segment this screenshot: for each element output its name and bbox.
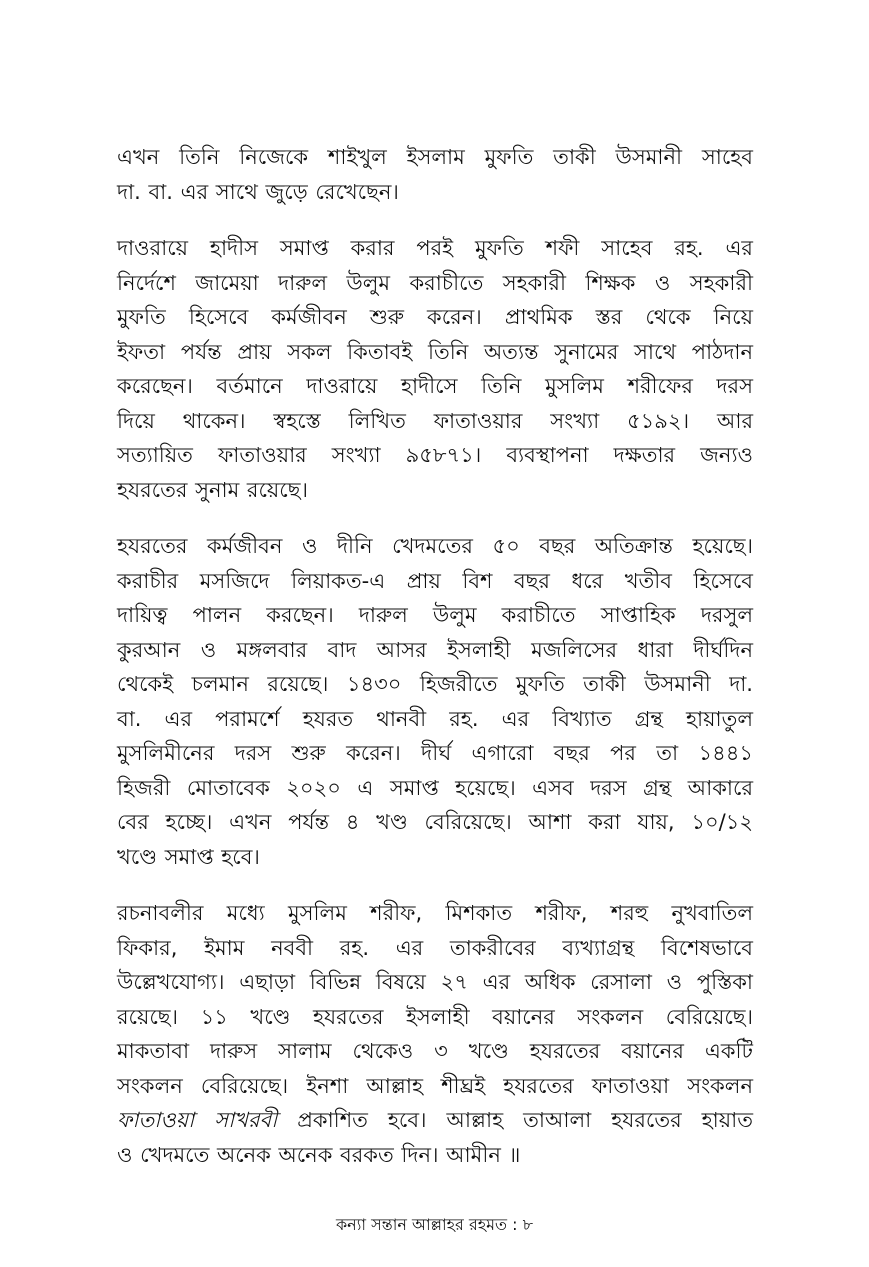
text-line: ও খেদমতে অনেক অনেক বরকত দিন। আমীন ॥ <box>117 1142 521 1167</box>
text-line: হিজরী মোতাবেক ২০২০ এ সমাপ্ত হয়েছে। এসব দরস গ্রন্থ আকারে <box>117 775 753 800</box>
text-line: ইফতা পর্যন্ত প্রায় সকল কিতাবই তিনি অত্যন্ত সুনামের সাথে পাঠদান <box>117 339 753 364</box>
paragraph-2 <box>117 231 753 507</box>
text-line: সত্যায়িত ফাতাওয়ার সংখ্যা ৯৫৮৭১। ব্যবস্থাপনা দক্ষতার জন্যও <box>117 443 753 467</box>
text-line: করেছেন। বর্তমানে দাওরায়ে হাদীসে তিনি মুসলিম শরীফের দরস <box>117 374 753 398</box>
text-line: বের হচ্ছে। এখন পর্যন্ত ৪ খণ্ড বেরিয়েছে। আশা করা যায়, ১০/১২ <box>117 810 753 834</box>
text-line: দা. বা. এর সাথে জুড়ে রেখেছেন। <box>117 179 399 204</box>
running-title-and-page-number: কন্যা সন্তান আল্লাহর রহমত : ৮ <box>335 1215 533 1234</box>
text-fragment: প্রকাশিত হবে। আল্লাহ তাআলা হযরতের হায়াত <box>277 1108 753 1132</box>
text-line: সংকলন বেরিয়েছে। ইনশা আল্লাহ শীঘ্রই হযরতের ফাতাওয়া সংকলন <box>117 1073 753 1098</box>
text-line: খণ্ডে সমাপ্ত হবে। <box>117 844 260 869</box>
text-line: দিয়ে থাকেন। স্বহস্তে লিখিত ফাতাওয়ার সংখ্যা ৫১৯২। আর <box>117 408 753 433</box>
text-line: মাকতাবা দারুস সালাম থেকেও ৩ খণ্ডে হযরতের বয়ানের একটি <box>117 1039 753 1063</box>
text-line: দাওরায়ে হাদীস সমাপ্ত করার পরই মুফতি শফী সাহেব রহ. এর <box>117 236 753 260</box>
text-line: বা. এর পরামর্শে হযরত থানবী রহ. এর বিখ্যাত গ্রন্থ হায়াতুল <box>117 706 753 731</box>
text-line-with-book-title <box>117 1103 753 1138</box>
text-line: মুসলিমীনের দরস শুরু করেন। দীর্ঘ এগারো বছর পর তা ১৪৪১ <box>117 741 753 765</box>
text-line: কুরআন ও মঙ্গলবার বাদ আসর ইসলাহী মজলিসের ধারা দীর্ঘদিন <box>117 637 753 662</box>
text-line: হযরতের কর্মজীবন ও দীনি খেদমতের ৫০ বছর অতিক্রান্ত হয়েছে। <box>117 534 753 558</box>
page-body <box>117 140 753 1194</box>
paragraph-1 <box>117 140 753 209</box>
text-line: উল্লেখযোগ্য। এছাড়া বিভিন্ন বিষয়ে ২৭ এর অধিক রেসালা ও পুস্তিকা <box>117 970 753 994</box>
text-line: দায়িত্ব পালন করছেন। দারুল উলুম করাচীতে সাপ্তাহিক দরসুল <box>117 603 753 627</box>
text-line: রয়েছে। ১১ খণ্ডে হযরতের ইসলাহী বয়ানের সংকলন বেরিয়েছে। <box>117 1004 753 1029</box>
text-line: ফিকার, ইমাম নববী রহ. এর তাকরীবের ব্যখ্যাগ্রন্থ বিশেষভাবে <box>117 935 753 960</box>
text-line: থেকেই চলমান রয়েছে। ১৪৩০ হিজরীতে মুফতি তাকী উসমানী দা. <box>117 672 753 696</box>
paragraph-4 <box>117 896 753 1172</box>
book-title: ফাতাওয়া সাখরবী <box>117 1108 278 1132</box>
paragraph-3 <box>117 529 753 874</box>
text-line: এখন তিনি নিজেকে শাইখুল ইসলাম মুফতি তাকী উসমানী সাহেব <box>117 145 753 169</box>
page-footer <box>0 1214 869 1236</box>
text-line: মুফতি হিসেবে কর্মজীবন শুরু করেন। প্রাথমিক স্তর থেকে নিয়ে <box>117 305 753 329</box>
text-line: হযরতের সুনাম রয়েছে। <box>117 477 308 502</box>
text-line: রচনাবলীর মধ্যে মুসলিম শরীফ, মিশকাত শরীফ, শরহু নুখবাতিল <box>117 901 753 925</box>
text-line: করাচীর মসজিদে লিয়াকত-এ প্রায় বিশ বছর ধরে খতীব হিসেবে <box>117 568 753 593</box>
text-line: নির্দেশে জামেয়া দারুল উলুম করাচীতে সহকারী শিক্ষক ও সহকারী <box>117 270 753 295</box>
